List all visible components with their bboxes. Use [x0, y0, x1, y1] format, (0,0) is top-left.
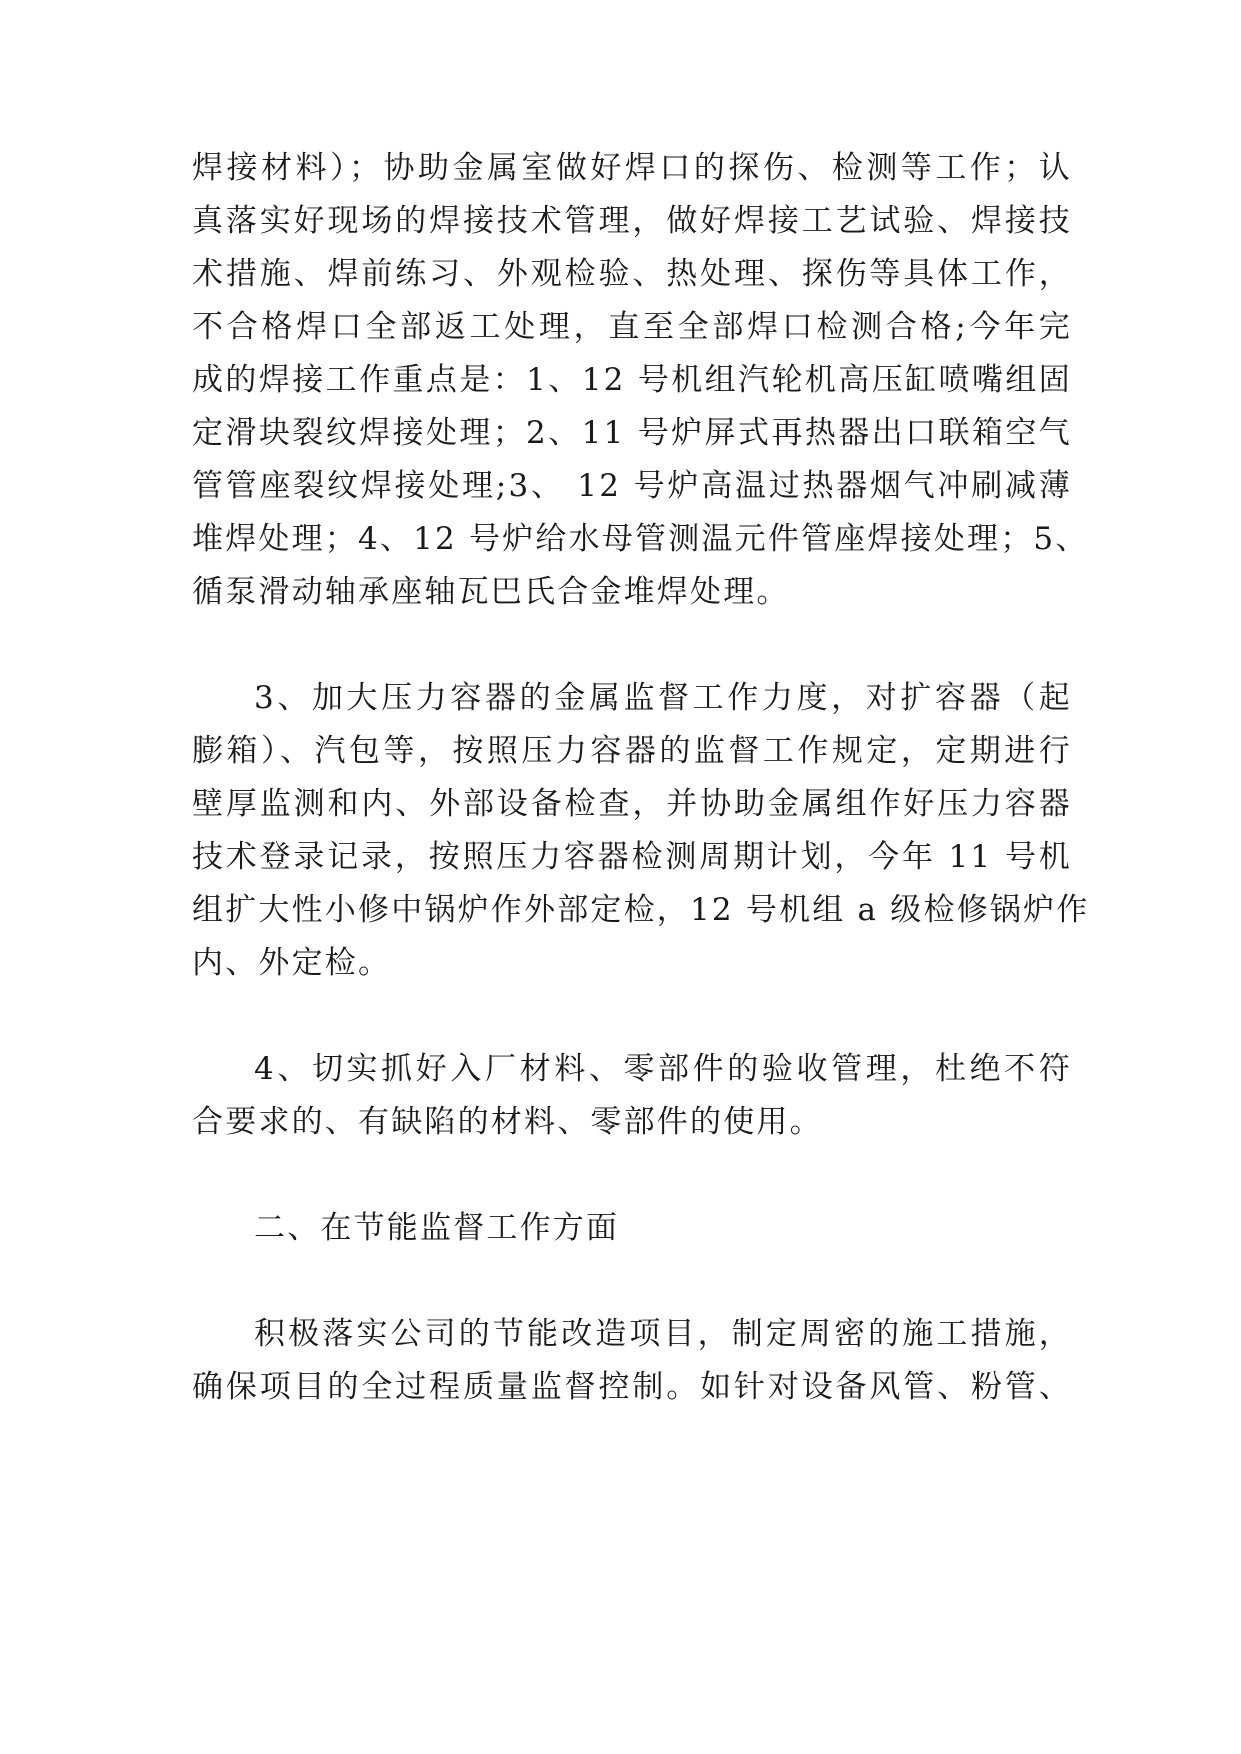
- text-line: 管管座裂纹焊接处理;3、 12 号炉高温过热器烟气冲刷减薄: [192, 468, 1072, 504]
- text-line: 合要求的、有缺陷的材料、零部件的使用。: [192, 1104, 823, 1140]
- text-line: 4、切实抓好入厂材料、零部件的验收管理，杜绝不符: [254, 1051, 1072, 1087]
- text-line: 真落实好现场的焊接技术管理，做好焊接工艺试验、焊接技: [192, 203, 1072, 239]
- text-line: 技术登录记录，按照压力容器检测周期计划，今年 11 号机: [192, 839, 1072, 875]
- text-line: 组扩大性小修中锅炉作外部定检，12 号机组 a 级检修锅炉作: [192, 892, 1090, 928]
- text-line: 定滑块裂纹焊接处理；2、11 号炉屏式再热器出口联箱空气: [192, 415, 1072, 451]
- text-line: 膨箱）、汽包等，按照压力容器的监督工作规定，定期进行: [192, 733, 1072, 769]
- text-line: 成的焊接工作重点是：1、12 号机组汽轮机高压缸喷嘴组固: [192, 362, 1072, 398]
- text-line: 确保项目的全过程质量监督控制。如针对设备风管、粉管、: [192, 1369, 1072, 1405]
- text-line: 堆焊处理；4、12 号炉给水母管测温元件管座焊接处理；5、: [192, 521, 1089, 557]
- text-line: 积极落实公司的节能改造项目，制定周密的施工措施，: [254, 1316, 1072, 1352]
- text-line: 术措施、焊前练习、外观检验、热处理、探伤等具体工作，: [192, 256, 1072, 292]
- text-line: 3、加大压力容器的金属监督工作力度，对扩容器（起: [254, 680, 1072, 716]
- text-line: 焊接材料）；协助金属室做好焊口的探伤、检测等工作；认: [192, 150, 1072, 186]
- text-line: 内、外定检。: [192, 945, 392, 981]
- text-line: 循泵滑动轴承座轴瓦巴氏合金堆焊处理。: [192, 574, 790, 610]
- heading-line: 二、在节能监督工作方面: [254, 1210, 620, 1246]
- text-line: 壁厚监测和内、外部设备检查，并协助金属组作好压力容器: [192, 786, 1072, 822]
- text-line: 不合格焊口全部返工处理，直至全部焊口检测合格;今年完: [192, 309, 1072, 345]
